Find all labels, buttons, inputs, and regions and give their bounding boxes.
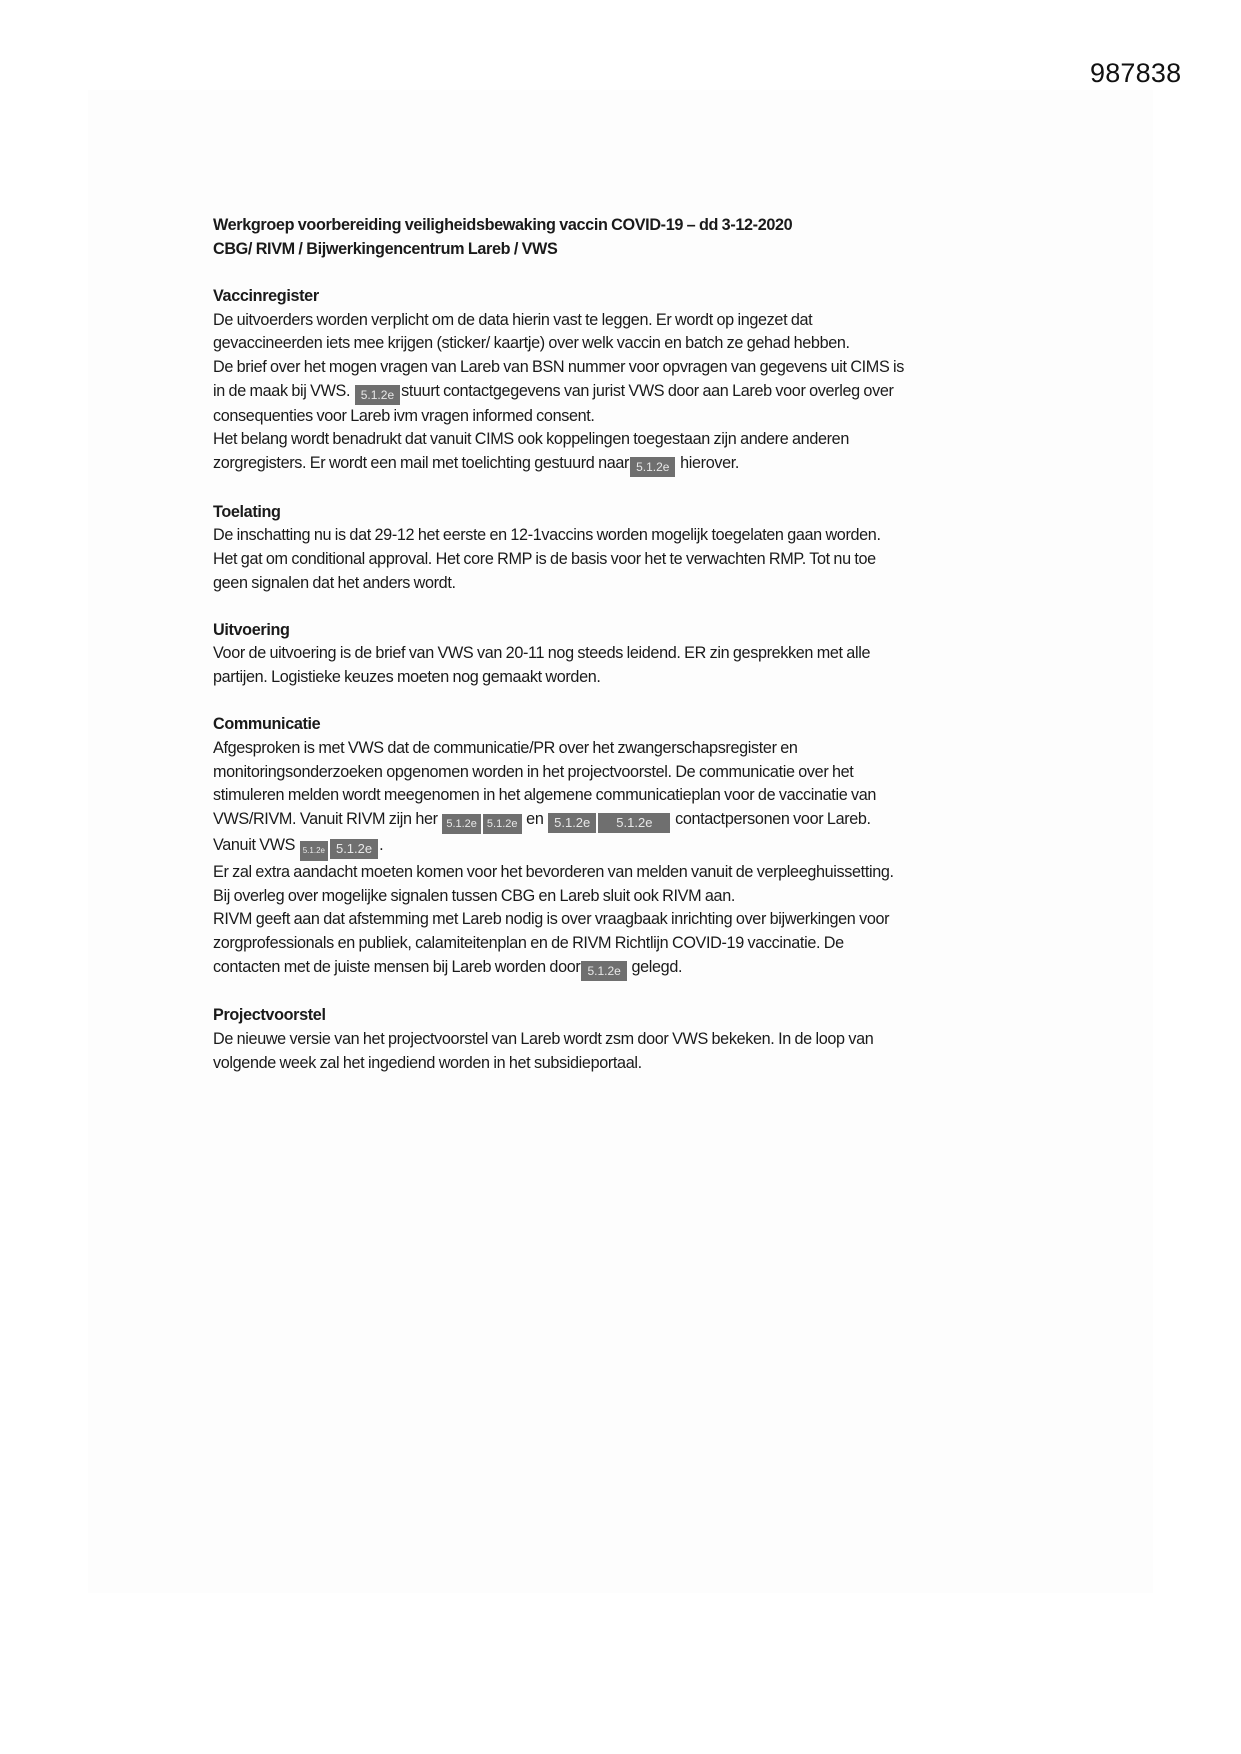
document-number: 987838 [1090, 58, 1182, 88]
body-line: RIVM geeft aan dat afstemming met Lareb nodig is over vraagbaak inrichting over bijwerkingen voor [213, 910, 890, 929]
body-line [213, 956, 1033, 981]
body-line: gevaccineerden iets mee krijgen (sticker/ kaartje) over welk vaccin en batch ze gehad hebben. [213, 334, 850, 353]
text-segment: Vanuit VWS [213, 836, 299, 855]
body-line: zorgprofessionals en publiek, calamiteitenplan en de RIVM Richtlijn COVID-19 vaccinatie. De [213, 934, 844, 952]
section-toelating [213, 501, 1033, 596]
body-line: partijen. Logistieke keuzes moeten nog gemaakt worden. [213, 668, 601, 687]
body-line: consequenties voor Lareb ivm vragen informed consent. [213, 406, 595, 425]
redaction-box: 5.1.2e [300, 841, 328, 861]
body-line [213, 808, 1033, 834]
section-heading: Communicatie [213, 715, 321, 734]
body-line: Het gat om conditional approval. Het core RMP is de basis voor het te verwachten RMP. Tot nu toe [213, 549, 876, 568]
body-line: volgende week zal het ingediend worden in het subsidieportaal. [213, 1053, 642, 1072]
body-line: stimuleren melden wordt meegenomen in het algemene communicatieplan voor de vaccinatie van [213, 786, 877, 805]
body-line [213, 834, 1033, 861]
redaction-box: 5.1.2e [330, 839, 378, 859]
body-line: De nieuwe versie van het projectvoorstel van Lareb wordt zsm door VWS bekeken. In de loop van [213, 1029, 874, 1048]
section-heading: Vaccinregister [213, 286, 319, 305]
body-line: De brief over het mogen vragen van Lareb van BSN nummer voor opvragen van gegevens uit CIMS is [213, 357, 905, 376]
text-segment: gelegd. [627, 957, 683, 976]
redaction-box: 5.1.2e [548, 813, 596, 833]
text-segment: VWS/RIVM. Vanuit RIVM zijn her [213, 810, 442, 829]
text-segment: stuurt contactgegevens van jurist VWS door aan Lareb voor overleg over [401, 381, 894, 400]
document-body [213, 214, 1033, 1075]
text-segment: en [522, 810, 548, 829]
section-heading: Uitvoering [213, 620, 290, 639]
body-line: Er zal extra aandacht moeten komen voor het bevorderen van melden vanuit de verpleeghuissetting. [213, 863, 894, 882]
text-segment: contactpersonen voor Lareb. [671, 810, 871, 829]
body-line: De inschatting nu is dat 29-12 het eerste en 12-1vaccins worden mogelijk toegelaten gaan worden. [213, 526, 881, 545]
body-line: De uitvoerders worden verplicht om de data hierin vast te leggen. Er wordt op ingezet dat [213, 310, 813, 329]
redaction-box: 5.1.2e [483, 814, 522, 834]
text-segment: in de maak bij VWS. [213, 381, 354, 400]
section-heading: Projectvoorstel [213, 1006, 326, 1025]
body-line: Bij overleg over mogelijke signalen tussen CBG en Lareb sluit ook RIVM aan. [213, 886, 736, 905]
text-segment: contacten met de juiste mensen bij Lareb worden door [213, 957, 581, 976]
body-line [213, 380, 1033, 405]
section-projectvoorstel [213, 1004, 1033, 1075]
body-line: Voor de uitvoering is de brief van VWS van 20-11 nog steeds leidend. ER zin gesprekken met alle [213, 644, 871, 663]
body-line: Afgesproken is met VWS dat de communicatie/PR over het zwangerschapsregister en [213, 739, 798, 758]
redaction-box: 5.1.2e [581, 961, 626, 981]
document-title: Werkgroep voorbereiding veiligheidsbewaking vaccin COVID-19 – dd 3-12-2020 [213, 216, 793, 234]
redaction-box: 5.1.2e [355, 385, 400, 405]
redaction-box: 5.1.2e [630, 457, 675, 477]
redaction-box: 5.1.2e [442, 814, 481, 834]
body-line: Het belang wordt benadrukt dat vanuit CIMS ook koppelingen toegestaan zijn andere anderen [213, 430, 849, 449]
section-communicatie [213, 713, 1033, 980]
text-segment: hierover. [676, 453, 740, 472]
document-subtitle: CBG/ RIVM / Bijwerkingencentrum Lareb / VWS [213, 239, 558, 258]
text-segment: . [379, 836, 384, 855]
section-uitvoering [213, 619, 1033, 690]
body-line [213, 452, 1033, 477]
body-line: geen signalen dat het anders wordt. [213, 573, 456, 592]
section-heading: Toelating [213, 502, 281, 521]
body-line: monitoringsonderzoeken opgenomen worden in het projectvoorstel. De communicatie over het [213, 762, 854, 781]
section-vaccinregister [213, 285, 1033, 477]
text-segment: zorgregisters. Er wordt een mail met toelichting gestuurd naar [213, 453, 630, 472]
redaction-box: 5.1.2e [598, 813, 670, 833]
